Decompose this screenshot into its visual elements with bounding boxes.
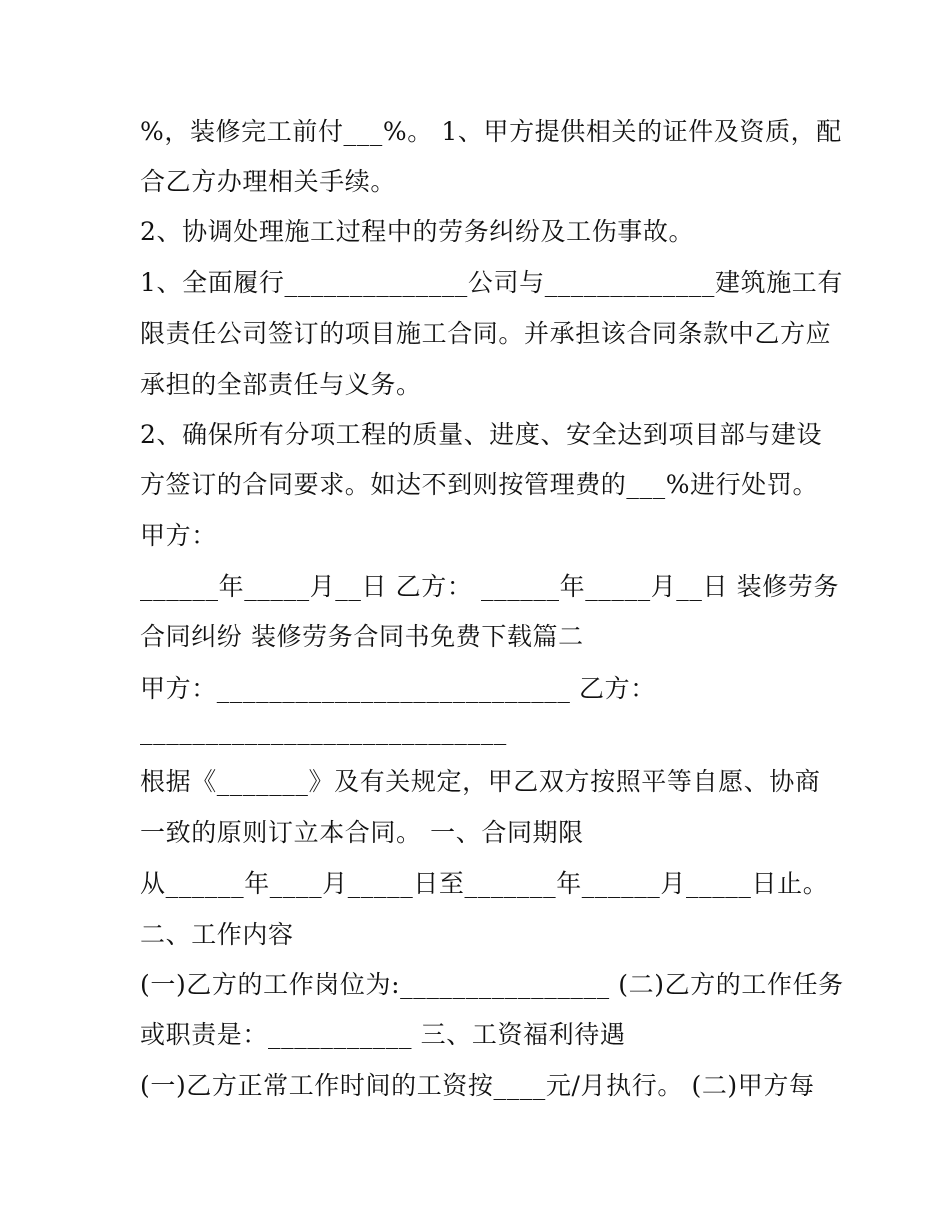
text-line: 方签订的合同要求。如达不到则按管理费的___%进行处罚。 xyxy=(140,470,819,499)
text-line: 合乙方办理相关手续。 xyxy=(140,167,397,196)
text-line: 或职责是：___________ 三、工资福利待遇 xyxy=(140,1020,626,1049)
text-line: 2、确保所有分项工程的质量、进度、安全达到项目部与建设 xyxy=(140,420,823,449)
text-line: 承担的全部责任与义务。 xyxy=(140,370,422,399)
text-line: 二、工作内容 xyxy=(140,920,294,949)
text-line: (一)乙方正常工作时间的工资按____元/月执行。 (二)甲方每 xyxy=(140,1071,815,1100)
text-line: 甲方：___________________________ 乙方： xyxy=(140,674,656,703)
text-line: 合同纠纷 装修劳务合同书免费下载篇二 xyxy=(140,622,584,651)
text-line: 限责任公司签订的项目施工合同。并承担该合同条款中乙方应 xyxy=(140,319,832,348)
text-line: 2、协调处理施工过程中的劳务纠纷及工伤事故。 xyxy=(140,217,695,246)
text-line: (一)乙方的工作岗位为:________________ (二)乙方的工作任务 xyxy=(140,970,844,999)
text-line: 根据《_______》及有关规定，甲乙双方按照平等自愿、协商 xyxy=(140,767,821,796)
text-line: 从______年____月_____日至_______年______月_____日止。 xyxy=(140,869,829,898)
text-line: 甲方： xyxy=(140,521,217,550)
text-line: 一致的原则订立本合同。 一、合同期限 xyxy=(140,818,584,847)
text-line: 1、全面履行______________公司与_____________建筑施工有 xyxy=(140,268,844,297)
text-line: %，装修完工前付___%。 1、甲方提供相关的证件及资质，配 xyxy=(140,117,842,146)
text-line: ____________________________ xyxy=(140,716,507,745)
text-line: ______年_____月__日 乙方： ______年_____月__日 装修劳务 xyxy=(140,572,840,601)
